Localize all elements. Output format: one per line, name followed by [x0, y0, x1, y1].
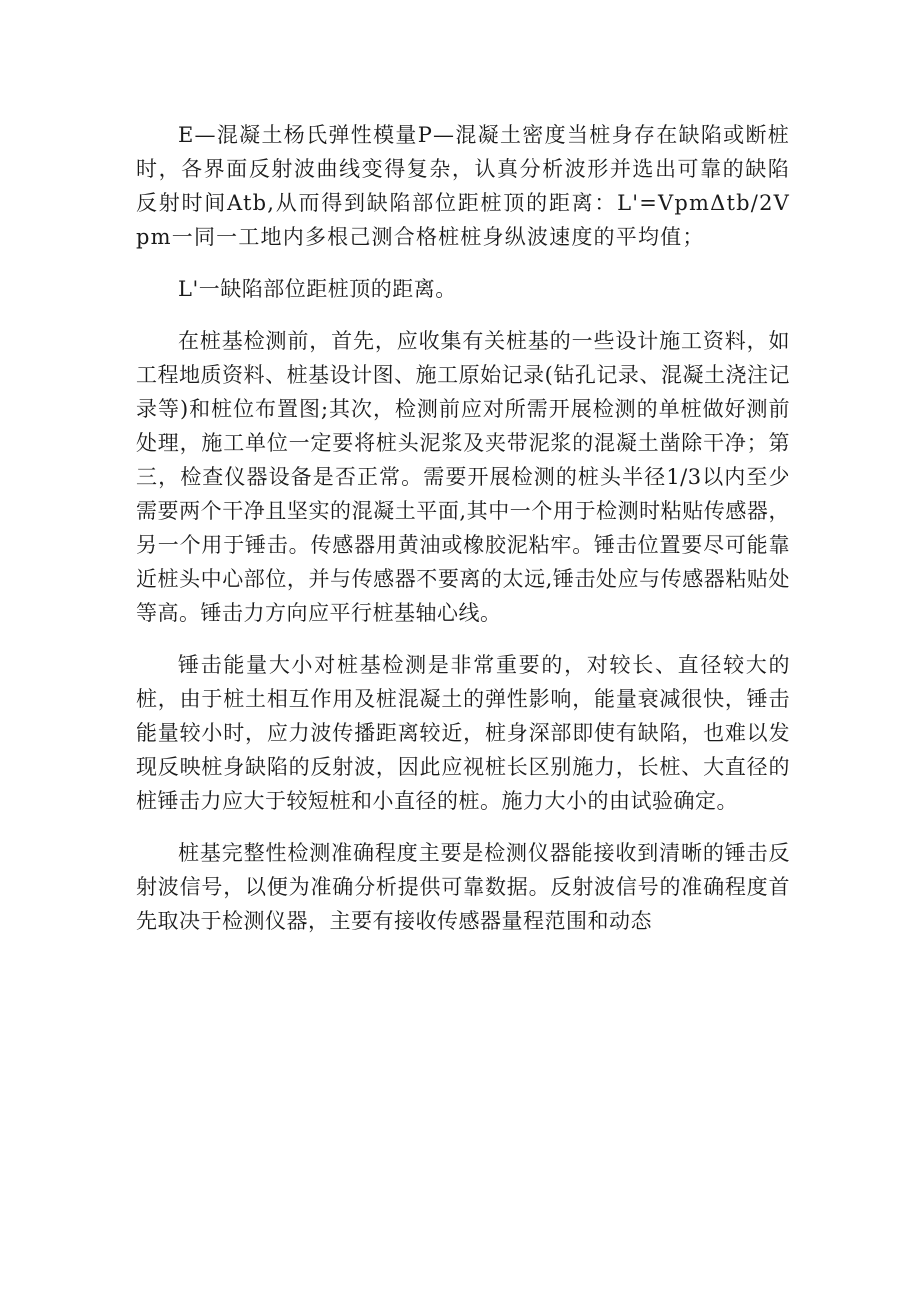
- paragraph-formula: E—混凝土杨氏弹性模量P—混凝土密度当桩身存在缺陷或断桩时，各界面反射波曲线变得复杂，认真分析波形并选出可靠的缺陷反射时间Atb,从而得到缺陷部位距桩顶的距离：L'=VpmΔtb/2Vpm一同一工地内多根己测合格桩桩身纵波速度的平均值；: [136, 123, 790, 249]
- paragraph-accuracy: 桩基完整性检测准确程度主要是检测仪器能接收到清晰的锤击反射波信号，以便为准确分析提供可靠数据。反射波信号的准确程度首先取决于检测仪器，主要有接收传感器量程范围和动态: [136, 841, 790, 933]
- document-body: [136, 118, 790, 956]
- paragraph-hammer-energy: 锤击能量大小对桩基检测是非常重要的，对较长、直径较大的桩，由于桩土相互作用及桩混凝土的弹性影响，能量衰减很快，锤击能量较小时，应力波传播距离较近，桩身深部即使有缺陷，也难以发现反映桩身缺陷的反射波，因此应视桩长区别施力，长桩、大直径的桩锤击力应大于较短桩和小直径的桩。施力大小的由试验确定。: [136, 653, 790, 813]
- paragraph-preparation: 在桩基检测前，首先，应收集有关桩基的一些设计施工资料，如工程地质资料、桩基设计图、施工原始记录(钻孔记录、混凝土浇注记录等)和桩位布置图;其次，检测前应对所需开展检测的单桩做好测前处理，施工单位一定要将桩头泥浆及夹带泥浆的混凝土凿除干净；第三，检查仪器设备是否正常。需要开展检测的桩头半径1/3以内至少需要两个干净且坚实的混凝土平面,其中一个用于检测时粘贴传感器，另一个用于锤击。传感器用黄油或橡胶泥粘牢。锤击位置要尽可能靠近桩头中心部位，并与传感器不要离的太远,锤击处应与传感器粘贴处等高。锤击力方向应平行桩基轴心线。: [136, 329, 790, 625]
- paragraph-definition: L'一缺陷部位距桩顶的距离。: [178, 277, 457, 301]
